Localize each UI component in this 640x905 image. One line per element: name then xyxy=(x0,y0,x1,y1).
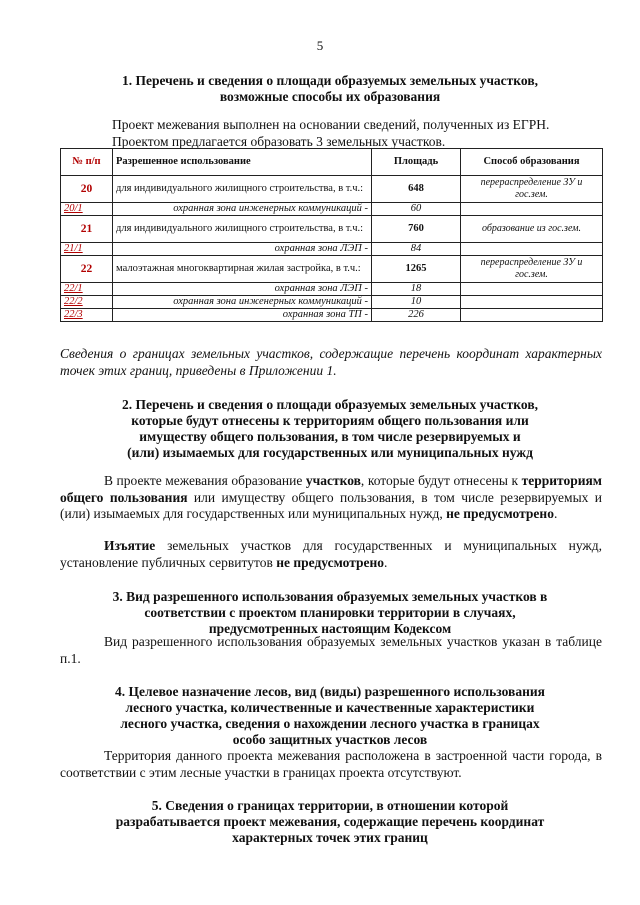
row-num: 20 xyxy=(61,176,113,203)
row-method: образование из гос.зем. xyxy=(461,216,603,243)
row-use xyxy=(113,309,372,322)
table-row xyxy=(61,243,603,256)
row-area: 760 xyxy=(372,216,461,243)
header-num: № п/п xyxy=(61,149,113,176)
section-4-title xyxy=(60,684,600,748)
row-use-text: охранная зона ТП - xyxy=(282,309,368,320)
row-use-text: охранная зона инженерных коммуникаций - xyxy=(173,203,368,214)
section-5-title xyxy=(60,798,600,846)
section-2-title-line: (или) изымаемых для государственных или муниципальных нужд xyxy=(127,445,533,460)
row-num: 20/1 xyxy=(61,203,113,216)
section-2-title-line: имуществу общего пользования, в том числе резервируемых и xyxy=(139,429,521,444)
section-3-title-line: 3. Вид разрешенного использования образуемых земельных участков в xyxy=(112,589,548,604)
section-3-body: Вид разрешенного использования образуемых земельных участков указан в таблице п.1. xyxy=(60,634,602,666)
table-row xyxy=(61,256,603,283)
section-2-title-line: которые будут отнесены к территориям общего пользования или xyxy=(131,413,529,428)
row-method xyxy=(461,296,603,309)
row-method: перераспределение ЗУ и гос.зем. xyxy=(461,256,603,283)
row-use: для индивидуального жилищного строительства, в т.ч.: xyxy=(113,216,372,243)
section-1-intro xyxy=(112,117,602,150)
header-use: Разрешенное использование xyxy=(113,149,372,176)
row-area: 1265 xyxy=(372,256,461,283)
table-row xyxy=(61,176,603,203)
row-area: 226 xyxy=(372,309,461,322)
section-2-paragraph-1 xyxy=(60,473,602,523)
text-run: . xyxy=(553,506,558,521)
text-run: В проекте межевания образование xyxy=(104,473,306,488)
section-1-title-line: 1. Перечень и сведения о площади образуемых земельных участков, xyxy=(122,73,538,88)
section-4-title-line: особо защитных участков лесов xyxy=(232,732,428,747)
text-run-bold: участков xyxy=(305,473,361,488)
row-use-text: охранная зона ЛЭП - xyxy=(274,283,368,294)
intro-line: Проектом предлагается образовать 3 земельных участков. xyxy=(112,133,446,149)
section-3-title xyxy=(60,589,600,637)
row-area: 18 xyxy=(372,283,461,296)
section-5-title-line: характерных точек этих границ xyxy=(232,830,428,845)
row-num: 22/3 xyxy=(61,309,113,322)
row-method: перераспределение ЗУ и гос.зем. xyxy=(461,176,603,203)
section-5-title-line: разрабатывается проект межевания, содержащие перечень координат xyxy=(115,814,545,829)
row-method xyxy=(461,243,603,256)
row-num: 22/2 xyxy=(61,296,113,309)
table-row xyxy=(61,216,603,243)
row-use-text: охранная зона инженерных коммуникаций - xyxy=(173,296,368,307)
text-run-bold: территориям общего пользования xyxy=(60,473,602,505)
section-1-title xyxy=(60,73,600,105)
row-use-text: охранная зона ЛЭП - xyxy=(274,243,368,254)
section-4-title-line: лесного участка, количественные и качественные характеристики xyxy=(125,700,535,715)
header-method: Способ образования xyxy=(461,149,603,176)
text-run: . xyxy=(384,554,388,570)
section-2-title xyxy=(60,397,600,461)
row-use xyxy=(113,296,372,309)
table-row xyxy=(61,296,603,309)
row-method xyxy=(461,309,603,322)
land-plots-table xyxy=(60,148,603,322)
coordinates-note: Сведения о границах земельных участков, содержащие перечень координат характерных точек этих границ, приведены в Приложении 1. xyxy=(60,346,602,378)
intro-line: Проект межевания выполнен на основании сведений, полученных из ЕГРН. xyxy=(112,117,550,132)
row-area: 60 xyxy=(372,203,461,216)
table-row xyxy=(61,309,603,322)
text-run: земельных участков для государственных и муниципальных нужд, установление публичных сервитутов xyxy=(60,538,602,570)
row-use xyxy=(113,203,372,216)
text-run-bold: Изъятие xyxy=(104,538,156,553)
text-run-bold: не предусмотрено xyxy=(276,554,385,570)
row-method xyxy=(461,283,603,296)
row-use: малоэтажная многоквартирная жилая застройка, в т.ч.: xyxy=(113,256,372,283)
text-run: , которые будут отнесены к xyxy=(360,473,522,488)
row-num: 22 xyxy=(61,256,113,283)
row-num: 22/1 xyxy=(61,283,113,296)
section-5-title-line: 5. Сведения о границах территории, в отношении которой xyxy=(151,798,509,813)
section-3-title-line: предусмотренных настоящим Кодексом xyxy=(208,621,452,636)
row-method xyxy=(461,203,603,216)
row-area: 10 xyxy=(372,296,461,309)
row-area: 84 xyxy=(372,243,461,256)
section-2-title-line: 2. Перечень и сведения о площади образуемых земельных участков, xyxy=(122,397,538,412)
section-4-title-line: 4. Целевое назначение лесов, вид (виды) разрешенного использования xyxy=(115,684,545,699)
row-num: 21/1 xyxy=(61,243,113,256)
section-2-paragraph-2 xyxy=(60,538,602,571)
text-run-bold: не предусмотрено xyxy=(446,506,554,521)
table-row xyxy=(61,203,603,216)
section-4-title-line: лесного участка, сведения о нахождении лесного участка в границах xyxy=(120,716,540,731)
row-num: 21 xyxy=(61,216,113,243)
section-4-body: Территория данного проекта межевания расположена в застроенной части города, в соответствии с этим лесные участки в границах проекта отсутствуют. xyxy=(60,748,602,780)
row-area: 648 xyxy=(372,176,461,203)
page-number: 5 xyxy=(316,38,324,53)
table-header-row xyxy=(61,149,603,176)
table-row xyxy=(61,283,603,296)
header-area: Площадь xyxy=(372,149,461,176)
row-use: для индивидуального жилищного строительства, в т.ч.: xyxy=(113,176,372,203)
row-use xyxy=(113,243,372,256)
row-use xyxy=(113,283,372,296)
section-1-title-line: возможные способы их образования xyxy=(219,89,441,104)
section-3-title-line: соответствии с проектом планировки территории в случаях, xyxy=(144,605,516,620)
text-run: или имуществу общего пользования, в том числе резервируемых и (или) изымаемых для государственных или муниципальных нужд, xyxy=(60,489,602,521)
